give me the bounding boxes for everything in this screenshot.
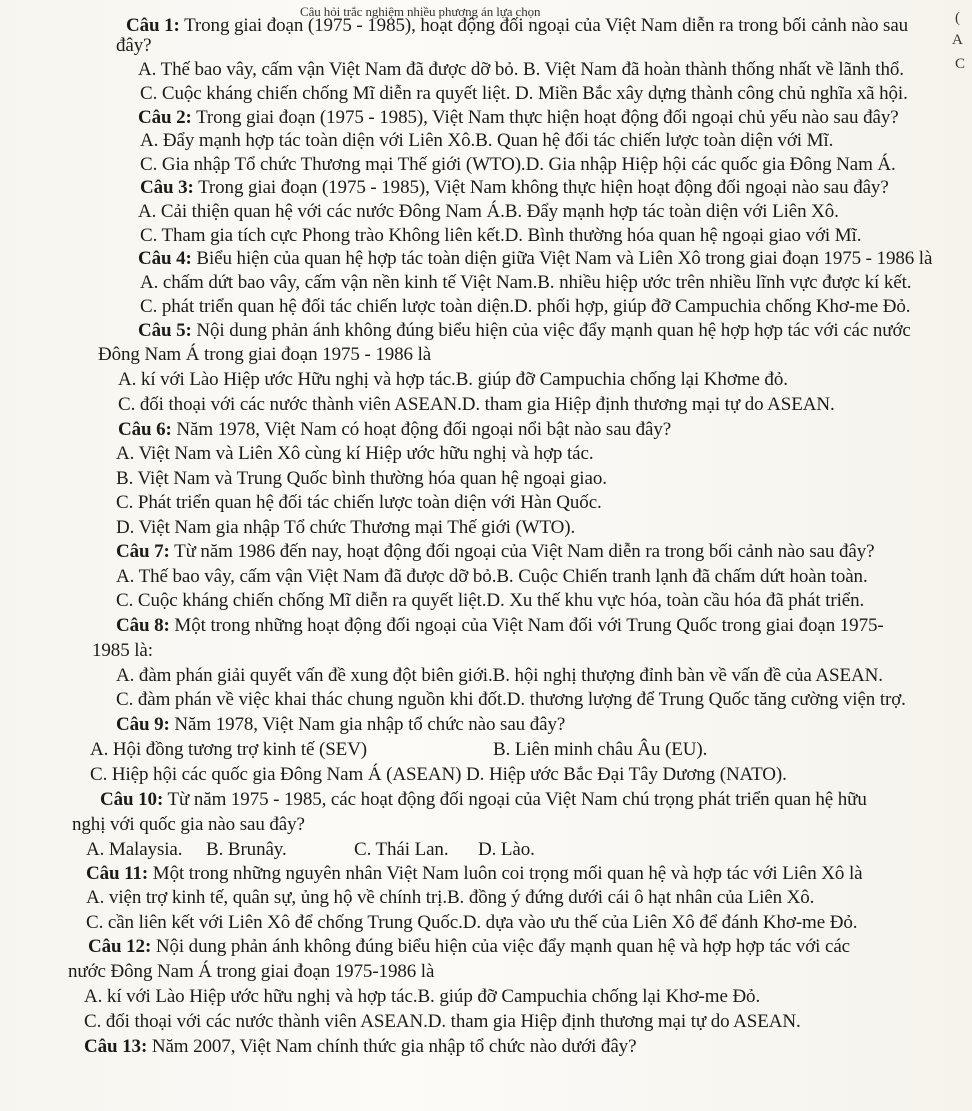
answer-option: D. Lào.	[478, 839, 535, 860]
header-cut-line: Câu hỏi trắc nghiệm nhiều phương án lựa chọn	[300, 4, 541, 19]
question-line	[126, 14, 908, 38]
question-number: Câu 12:	[88, 936, 152, 957]
margin-mark-c: C	[955, 56, 966, 72]
question-line	[138, 247, 932, 271]
question-number: Câu 8:	[116, 615, 170, 636]
question-line	[86, 862, 862, 886]
answer-line	[116, 442, 593, 466]
line-text: nước Đông Nam Á trong giai đoạn 1975-1986 là	[68, 961, 435, 982]
question-number: Câu 3:	[140, 177, 194, 198]
question-line	[84, 1035, 636, 1059]
question-line	[138, 106, 899, 130]
line-text: A. đàm phán giải quyết vấn đề xung đột biên giới.B. hội nghị thượng đỉnh bàn về vấn đề của ASEAN.	[116, 665, 883, 686]
answer-line	[86, 911, 857, 935]
answer-line	[116, 565, 868, 589]
line-text: C. đối thoại với các nước thành viên ASEAN.D. tham gia Hiệp định thương mại tự do ASEAN.	[84, 1011, 801, 1032]
answer-line	[90, 738, 708, 762]
margin-mark-a: A	[952, 32, 963, 48]
answer-line	[118, 368, 788, 392]
question-number: Câu 4:	[138, 248, 192, 269]
line-text: A. Hội đồng tương trợ kinh tế (SEV)	[90, 739, 368, 760]
line-text: C. đàm phán về việc khai thác chung nguồn khi đốt.D. thương lượng để Trung Quốc tăng cường viện trợ.	[116, 689, 906, 710]
line-text: Từ năm 1975 - 1985, các hoạt động đối ngoại của Việt Nam chú trọng phát triển quan hệ hữu	[163, 789, 867, 810]
question-line	[116, 614, 884, 638]
line-text: 1985 là:	[92, 640, 153, 661]
line-text: A. kí với Lào Hiệp ước hữu nghị và hợp tác.B. giúp đỡ Campuchia chống lại Khơ-me Đỏ.	[84, 986, 761, 1007]
line-text: Một trong những nguyên nhân Việt Nam luôn coi trọng mối quan hệ và hợp tác với Liên Xô là	[148, 863, 863, 884]
answer-line	[98, 343, 431, 367]
line-text: A. kí với Lào Hiệp ước Hữu nghị và hợp tác.B. giúp đỡ Campuchia chống lại Khơme đỏ.	[118, 369, 788, 390]
line-text: C. phát triển quan hệ đối tác chiến lược toàn diện.D. phối hợp, giúp đỡ Campuchia chống Khơ-me Đỏ.	[140, 296, 911, 317]
line-text: Trong giai đoạn (1975 - 1985), hoạt động đối ngoại của Việt Nam diễn ra trong bối cảnh nào sau	[179, 15, 909, 36]
line-text: Năm 2007, Việt Nam chính thức gia nhập tổ chức nào dưới đây?	[147, 1036, 637, 1057]
line-text: A. chấm dứt bao vây, cấm vận nền kinh tế Việt Nam.B. nhiều hiệp ước trên nhiều lĩnh vực được kí kết.	[140, 272, 912, 293]
line-text: B. Việt Nam và Trung Quốc bình thường hóa quan hệ ngoại giao.	[116, 468, 607, 489]
line-text: Từ năm 1986 đến nay, hoạt động đối ngoại của Việt Nam diễn ra trong bối cảnh nào sau đây?	[169, 541, 875, 562]
answer-line	[140, 153, 896, 177]
question-line	[88, 935, 850, 959]
line-text: A. Thế bao vây, cấm vận Việt Nam đã được dỡ bỏ.B. Cuộc Chiến tranh lạnh đã chấm dứt hoàn toàn.	[116, 566, 868, 587]
line-text: C. Hiệp hội các quốc gia Đông Nam Á (ASEAN) D. Hiệp ước Bắc Đại Tây Dương (NATO).	[90, 764, 787, 785]
line-text: Biểu hiện của quan hệ hợp tác toàn diện giữa Việt Nam và Liên Xô trong giai đoạn 1975 - 1986 là	[191, 248, 933, 269]
answer-line	[84, 1010, 801, 1034]
line-text: Năm 1978, Việt Nam có hoạt động đối ngoại nổi bật nào sau đây?	[171, 419, 672, 440]
question-line	[116, 540, 875, 564]
line-text: C. cần liên kết với Liên Xô để chống Trung Quốc.D. dựa vào ưu thế của Liên Xô để đánh Khơ-me Đỏ.	[86, 912, 858, 933]
answer-line	[116, 516, 575, 540]
line-text: C. đối thoại với các nước thành viên ASEAN.D. tham gia Hiệp định thương mại tự do ASEAN.	[118, 394, 835, 415]
answer-line	[140, 295, 910, 319]
answer-line	[92, 639, 153, 663]
line-text: đây?	[116, 35, 152, 56]
line-text: C. Gia nhập Tổ chức Thương mại Thế giới (WTO).D. Gia nhập Hiệp hội các quốc gia Đông Nam Á.	[140, 154, 896, 175]
line-text: Năm 1978, Việt Nam gia nhập tổ chức nào sau đây?	[169, 714, 566, 735]
line-text: D. Việt Nam gia nhập Tổ chức Thương mại Thế giới (WTO).	[116, 517, 576, 538]
answer-line	[86, 838, 535, 862]
line-text: A. Thế bao vây, cấm vận Việt Nam đã được dỡ bỏ. B. Việt Nam đã hoàn thành thống nhất về lãnh thổ.	[138, 59, 904, 80]
line-text: C. Tham gia tích cực Phong trào Không liên kết.D. Bình thường hóa quan hệ ngoại giao với Mĩ.	[140, 225, 862, 246]
question-line	[100, 788, 867, 812]
answer-line	[68, 960, 434, 984]
answer-option: B. Brunây.	[206, 839, 287, 860]
line-text: Đông Nam Á trong giai đoạn 1975 - 1986 là	[98, 344, 432, 365]
question-number: Câu 10:	[100, 789, 164, 810]
line-text: Trong giai đoạn (1975 - 1985), Việt Nam thực hiện hoạt động đối ngoại chủ yếu nào sau đây?	[191, 107, 899, 128]
answer-line	[116, 688, 906, 712]
answer-line	[140, 82, 908, 106]
question-number: Câu 2:	[138, 107, 192, 128]
line-text-option-b: B. Liên minh châu Âu (EU).	[493, 739, 708, 760]
answer-line	[116, 34, 151, 58]
line-text: C. Cuộc kháng chiến chống Mĩ diễn ra quyết liệt. D. Miền Bắc xây dựng thành công chủ nghĩa xã hội.	[140, 83, 908, 104]
line-text: A. Malaysia.	[86, 839, 183, 860]
answer-line	[138, 200, 839, 224]
question-number: Câu 1:	[126, 15, 180, 36]
question-line	[140, 176, 889, 200]
answer-line	[140, 129, 833, 153]
question-number: Câu 5:	[138, 320, 192, 341]
line-text: C. Phát triển quan hệ đối tác chiến lược toàn diện với Hàn Quốc.	[116, 492, 602, 513]
answer-line	[72, 813, 305, 837]
answer-line	[116, 589, 864, 613]
answer-line	[84, 985, 760, 1009]
answer-line	[140, 271, 911, 295]
answer-line	[140, 224, 861, 248]
question-line	[116, 713, 565, 737]
line-text: Trong giai đoạn (1975 - 1985), Việt Nam không thực hiện hoạt động đối ngoại nào sau đây?	[193, 177, 889, 198]
question-number: Câu 7:	[116, 541, 170, 562]
question-number: Câu 11:	[86, 863, 149, 884]
line-text: A. viện trợ kinh tế, quân sự, ủng hộ về chính trị.B. đồng ý đứng dưới cái ô hạt nhân của Liên Xô.	[86, 887, 815, 908]
line-text: Một trong những hoạt động đối ngoại của Việt Nam đối với Trung Quốc trong giai đoạn 1975-	[169, 615, 884, 636]
answer-line	[90, 763, 787, 787]
question-line	[138, 319, 911, 343]
question-line	[118, 418, 671, 442]
answer-option: C. Thái Lan.	[354, 839, 449, 860]
answer-line	[116, 491, 602, 515]
answer-line	[86, 886, 814, 910]
answer-line	[116, 664, 883, 688]
answer-line	[138, 58, 904, 82]
question-number: Câu 6:	[118, 419, 172, 440]
line-text: nghị với quốc gia nào sau đây?	[72, 814, 305, 835]
line-text: A. Việt Nam và Liên Xô cùng kí Hiệp ước hữu nghị và hợp tác.	[116, 443, 594, 464]
line-text: Nội dung phản ánh không đúng biểu hiện của việc đẩy mạnh quan hệ và hợp hợp tác với các	[151, 936, 850, 957]
answer-line	[118, 393, 835, 417]
line-text: C. Cuộc kháng chiến chống Mĩ diễn ra quyết liệt.D. Xu thế khu vực hóa, toàn cầu hóa đã phát triển.	[116, 590, 865, 611]
question-number: Câu 13:	[84, 1036, 148, 1057]
answer-line	[116, 467, 607, 491]
line-text: Nội dung phản ánh không đúng biểu hiện của việc đẩy mạnh quan hệ hợp hợp tác với các nước	[191, 320, 911, 341]
line-text: A. Cải thiện quan hệ với các nước Đông Nam Á.B. Đẩy mạnh hợp tác toàn diện với Liên Xô.	[138, 201, 839, 222]
question-number: Câu 9:	[116, 714, 170, 735]
margin-mark-paren: (	[955, 10, 960, 26]
line-text: A. Đẩy mạnh hợp tác toàn diện với Liên Xô.B. Quan hệ đối tác chiến lược toàn diện với Mĩ.	[140, 130, 834, 151]
